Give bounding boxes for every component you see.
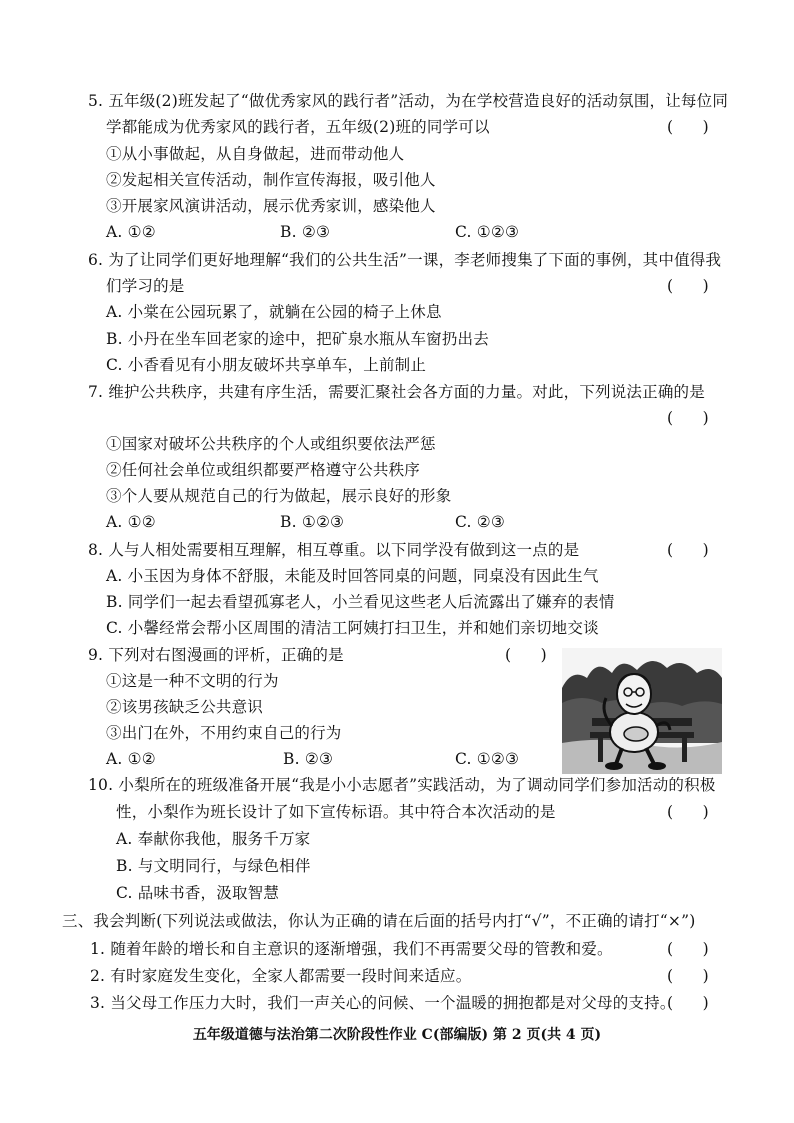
q8-answer-bracket[interactable]: ( ) [667,541,709,559]
q5-stem-line1: 5. 五年级(2)班发起了“做优秀家风的践行者”活动，为在学校营造良好的活动氛围，让每位同 [88,92,729,110]
q6-option-c: C. 小香看见有小朋友破坏共享单车，上前制止 [106,356,427,374]
q9-option-a: A. ①② [106,750,156,768]
q10-option-a: A. 奉献你我他，服务千万家 [116,830,311,848]
q8-option-c: C. 小馨经常会帮小区周围的清洁工阿姨打扫卫生，并和她们亲切地交谈 [106,619,599,637]
q5-answer-bracket[interactable]: ( ) [667,118,709,136]
q7-option-c: C. ②③ [455,513,505,531]
q10-stem-line2: 性，小梨作为班长设计了如下宣传标语。其中符合本次活动的是 [116,803,556,821]
q6-stem-line1: 6. 为了让同学们更好地理解“我们的公共生活”一课，李老师搜集了下面的事例，其中值得我 [88,251,722,269]
judgment-item-2-bracket[interactable]: ( ) [667,967,709,985]
judgment-item-3-bracket[interactable]: ( ) [667,994,709,1012]
judgment-item-3: 3. 当父母工作压力大时，我们一声关心的问候、一个温暖的拥抱都是对父母的支持。 [90,994,676,1012]
judgment-item-1-bracket[interactable]: ( ) [667,940,709,958]
judgment-item-2: 2. 有时家庭发生变化，全家人都需要一段时间来适应。 [90,967,472,985]
q5-option-b: B. ②③ [280,223,331,241]
q10-option-c: C. 品味书香，汲取智慧 [116,884,280,902]
q5-statement-3: ③开展家风演讲活动，展示优秀家训，感染他人 [106,197,436,215]
q7-statement-2: ②任何社会单位或组织都要严格遵守公共秩序 [106,461,421,479]
q6-option-a: A. 小棠在公园玩累了，就躺在公园的椅子上休息 [106,303,442,321]
q10-answer-bracket[interactable]: ( ) [667,803,709,821]
q8-stem-line1: 8. 人与人相处需要相互理解，相互尊重。以下同学没有做到这一点的是 [88,541,580,559]
q9-option-c: C. ①②③ [455,750,520,768]
q7-option-b: B. ①②③ [280,513,345,531]
q5-stem-line2: 学都能成为优秀家风的践行者，五年级(2)班的同学可以 [106,118,490,136]
cartoon-illustration [562,648,722,774]
q9-statement-1: ①这是一种不文明的行为 [106,672,279,690]
q8-option-b: B. 同学们一起去看望孤寡老人，小兰看见这些老人后流露出了嫌弃的表情 [106,593,615,611]
q9-statement-3: ③出门在外，不用约束自己的行为 [106,724,342,742]
section3-title: 三、我会判断(下列说法或做法，你认为正确的请在后面的括号内打“√”，不正确的请打“×”) [62,912,696,930]
q7-statement-3: ③个人要从规范自己的行为做起，展示良好的形象 [106,487,452,505]
page-footer: 五年级道德与法治第二次阶段性作业 C(部编版) 第 2 页(共 4 页) [192,1027,602,1043]
q9-stem-line1: 9. 下列对右图漫画的评析，正确的是 [88,646,344,664]
q10-option-b: B. 与文明同行，与绿色相伴 [116,857,311,875]
q10-stem-line1: 10. 小梨所在的班级准备开展“我是小小志愿者”实践活动，为了调动同学们参加活动的积极 [88,776,716,794]
q5-statement-1: ①从小事做起，从自身做起，进而带动他人 [106,145,405,163]
q6-answer-bracket[interactable]: ( ) [667,277,709,295]
q9-option-b: B. ②③ [283,750,334,768]
q7-option-a: A. ①② [106,513,156,531]
q6-stem-line2: 们学习的是 [106,277,185,295]
q7-answer-bracket[interactable]: ( ) [667,409,709,427]
q9-answer-bracket[interactable]: ( ) [505,646,547,664]
q9-statement-2: ②该男孩缺乏公共意识 [106,698,264,716]
judgment-item-1: 1. 随着年龄的增长和自主意识的逐渐增强，我们不再需要父母的管教和爱。 [90,940,613,958]
q5-option-c: C. ①②③ [455,223,520,241]
q7-stem-line1: 7. 维护公共秩序，共建有序生活，需要汇聚社会各方面的力量。对此，下列说法正确的是 [88,383,705,401]
q5-statement-2: ②发起相关宣传活动，制作宣传海报，吸引他人 [106,171,436,189]
q7-statement-1: ①国家对破坏公共秩序的个人或组织要依法严惩 [106,435,436,453]
q6-option-b: B. 小丹在坐车回老家的途中，把矿泉水瓶从车窗扔出去 [106,330,489,348]
q8-option-a: A. 小玉因为身体不舒服，未能及时回答同桌的问题，同桌没有因此生气 [106,567,599,585]
q5-option-a: A. ①② [106,223,156,241]
